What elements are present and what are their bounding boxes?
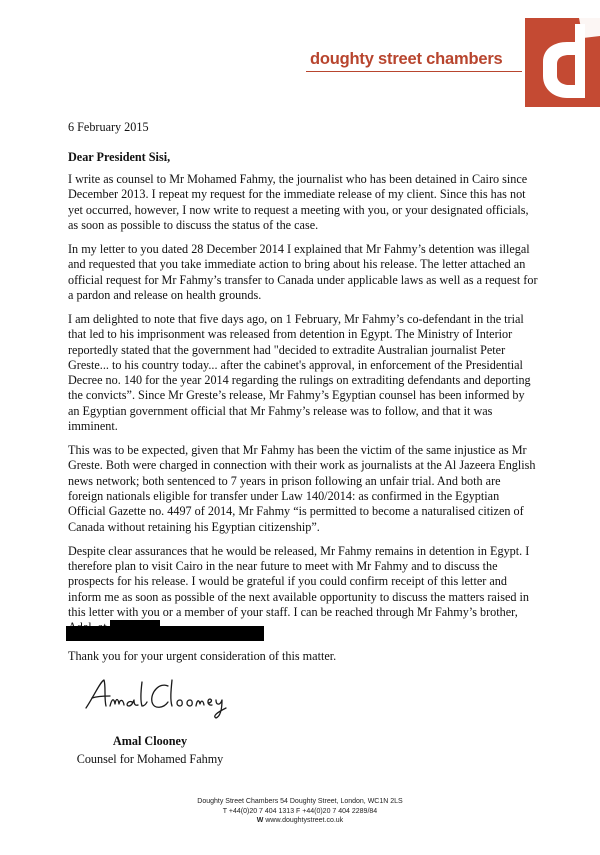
footer-web-label: W — [256, 817, 264, 824]
chambers-logo-icon — [525, 18, 600, 107]
brand-name: doughty street chambers — [310, 50, 503, 68]
footer — [0, 797, 600, 826]
paragraph: I am delighted to note that five days ago, on 1 February, Mr Fahmy’s co-defendant in the trial that led to his imprisonment was released from detention in Egypt. The Ministry of Interior reportedly stated that the government had "decided to extradite Australian journalist Peter Greste... to his country today... after the cabinet's approval, in enforcement of the Presidential Decree no. 140 for the year 2014 regarding the rulings on extraditing defendants and deporting the convicts”. Since Mr Greste’s release, Mr Fahmy’s Egyptian counsel has been informed by an Egyptian government official that Mr Fahmy’s release was to follow, and that it was imminent. — [68, 311, 531, 434]
footer-phone: T +44(0)20 7 404 1313 F +44(0)20 7 404 2289/84 — [222, 807, 378, 815]
handwritten-signature — [80, 672, 250, 725]
brand-underline — [306, 71, 522, 72]
letter-date: 6 February 2015 — [68, 120, 149, 134]
footer-web-link[interactable]: www.doughtystreet.co.uk — [265, 817, 344, 824]
closing-line: Thank you for your urgent consideration of this matter. — [68, 649, 337, 663]
signer-title: Counsel for Mohamed Fahmy — [76, 752, 224, 766]
footer-web — [0, 816, 600, 826]
footer-address: Doughty Street Chambers 54 Doughty Street, London, WC1N 2LS — [197, 798, 403, 805]
signer-name: Amal Clooney — [112, 734, 188, 748]
paragraph: I write as counsel to Mr Mohamed Fahmy, the journalist who has been detained in Cairo since December 2013. I repeat my request for the immediate release of my client. Since this has not yet occurred, however, I now write to request a meeting with you, or your designated officials, as soon as possible to discuss the status of the case. — [68, 172, 529, 232]
paragraph: This was to be expected, given that Mr Fahmy has been the victim of the same injustice as Mr Greste. Both were charged in connection with their work as journalists at the Al Jazeera English news network; both sentenced to 7 years in prison following an unfair trial. And both are foreign nationals eligible for transfer under Law 140/2014: as confirmed in the Egyptian Official Gazette no. 4497 of 2014, Mr Fahmy “is permitted to become a naturalised citizen of Canada without retaining his Egyptian citizenship”. — [68, 443, 536, 534]
paragraph: In my letter to you dated 28 December 2014 I explained that Mr Fahmy’s detention was illegal and requested that you take immediate action to bring about his release. The letter attached an official request for Mr Fahmy’s transfer to Canada under applicable laws as well as a request for a pardon and release on health grounds. — [68, 241, 538, 302]
salutation: Dear President Sisi, — [68, 150, 171, 164]
redacted-line — [66, 626, 264, 641]
paragraph-with-redaction — [68, 544, 538, 636]
paragraph-text: Despite clear assurances that he would be released, Mr Fahmy remains in detention in Egypt. I therefore plan to visit Cairo in the near future to meet with Mr Fahmy and to discuss the prospects for his release. I would be grateful if you could confirm receipt of this letter and inform me as soon as possible of the next available opportunity to discuss the matters raised in this letter with you or a member of your staff. I can be reached through Mr Fahmy’s brother, — [68, 543, 530, 619]
letter-body — [68, 172, 538, 644]
